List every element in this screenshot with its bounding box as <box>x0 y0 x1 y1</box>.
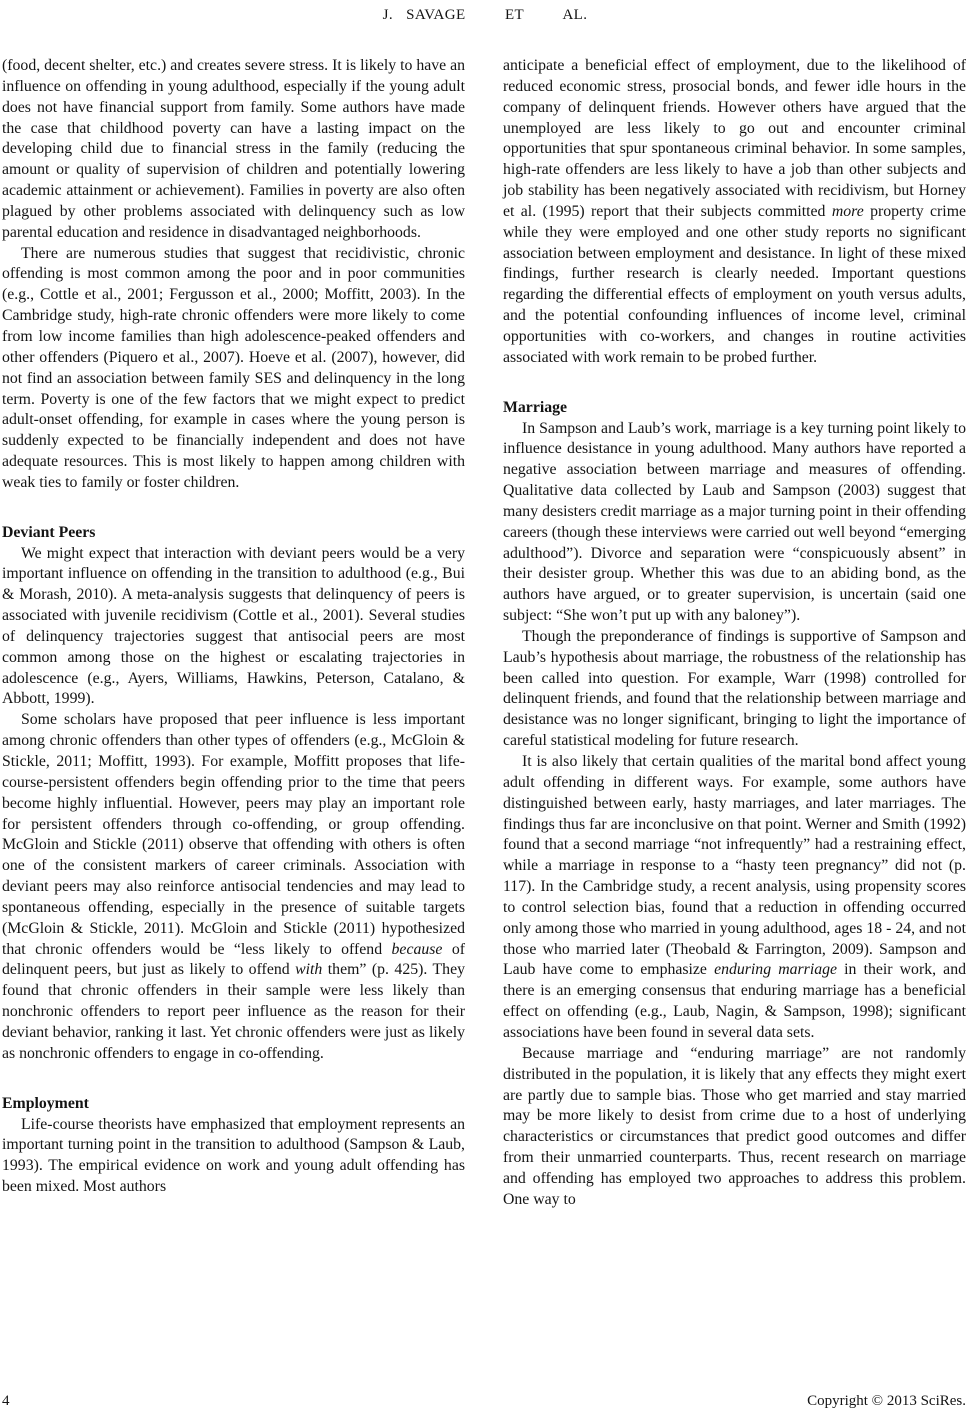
paragraph <box>503 56 966 369</box>
text-run: Though the preponderance of findings is supportive of Sampson and Laub’s hypothesis about marriage, the robustness of the relationship has been called into question. For example, Warr (1998) controlled for delinquent friends, and found that the relationship between marriage and desistance was no longer significant, bringing to light the importance of careful statistical modeling for future research. <box>503 627 966 750</box>
emphasized-text: because <box>391 940 443 958</box>
text-run: them” (p. 425). They found that chronic offenders in their sample were less likely than nonchronic offenders to report peer influence as the reason for their deviant behavior, ranking it last. Yet chronic offenders were just as likely as nonchronic offenders to engage in co-offending. <box>2 961 465 1062</box>
paragraph <box>2 1115 465 1198</box>
paragraph <box>2 710 465 1064</box>
text-run: anticipate a beneficial effect of employment, due to the likelihood of reduced economic stress, prosocial bonds, and fewer idle hours in the company of delinquent friends. However others have argued that the unemployed are less likely to go out and encounter criminal opportunities that spur spontaneous criminal behavior. In some samples, high-rate offenders are less likely to have a job than other subjects and job stability has been negatively associated with recidivism, but Horney et al. (1995) report that their subjects committed <box>503 57 966 220</box>
text-run: Life-course theorists have emphasized that employment represents an important turning point in the transition to adulthood (Sampson & Laub, 1993). The empirical evidence on work and young adult offending has been mixed. Most authors <box>2 1115 465 1196</box>
paragraph <box>2 56 465 244</box>
section-heading: Marriage <box>503 398 568 416</box>
text-run: Because marriage and “enduring marriage” are not randomly distributed in the population, it is likely that any effects they might exert are partly due to sample bias. Those who get married and stay married may be more likely to desist from crime due to a host of underlying characteristics or circumstances that predict good outcomes and differ from their unmarried counterparts. Thus, recent research on marriage and offending has employed two approaches to address this problem. One way to <box>503 1044 966 1208</box>
paragraph <box>503 1044 966 1211</box>
section-heading: Deviant Peers <box>2 523 96 541</box>
text-run: of delinquent peers, but just as likely to offend <box>2 940 466 979</box>
text-run: We might expect that interaction with deviant peers would be a very important influence on offending in the transition to adulthood (e.g., Bui & Morash, 2010). A meta-analysis suggests that delinquency of peers is associated with juvenile recidivism (Cottle et al., 2001). Several studies of delinquency trajectories suggest that antisocial peers are most common among those on the highest or escalating trajectories in adolescence (e.g., Ayers, Williams, Hawkins, Peterson, Catalano, & Abbott, 1999). <box>2 544 465 708</box>
text-run: It is also likely that certain qualities of the marital bond affect young adult offending in different ways. For example, some authors have distinguished between early, hasty marriages, and later marriages. The findings thus far are inconclusive on that point. Werner and Smith (1992) found that a second marriage “not infrequently” had a restraining effect, while a marriage in response to a “hasty teen pregnancy” did not (p. 117). In the Cambridge study, a recent analysis, using propensity scores to control selection bias, found that a reduction in offending occurred only among those who married in young adulthood, ages 18 - 24, and not those who married later (Theobald & Farrington, 2009). Sampson and Laub have come to emphasize <box>503 753 966 979</box>
two-column-body <box>2 56 967 1211</box>
page-number: 4 <box>2 1393 10 1409</box>
paragraph <box>503 627 966 752</box>
running-head: J. SAVAGE ET AL. <box>382 7 588 23</box>
paragraph <box>2 244 465 494</box>
emphasized-text: with <box>295 961 323 979</box>
emphasized-text: more <box>831 202 864 220</box>
left-column <box>2 56 465 1211</box>
text-run: In Sampson and Laub’s work, marriage is a key turning point likely to influence desistance in young adulthood. Many authors have reported a negative association between marriage and measures of offending. Qualitative data collected by Laub and Sampson (2003) suggest that many desisters credit marriage as a major turning point in their offending careers (though these interviews were carried out well beyond “emerging adulthood”). Divorce and separation were “conspicuously absent” in their desister group. Whether this was due to an abiding bond, as the authors have argued, or to greater supervision, is uncertain (said one subject: “She won’t put up with any baloney”). <box>503 419 966 625</box>
section-heading: Employment <box>2 1094 89 1112</box>
paragraph <box>2 544 465 711</box>
copyright-notice: Copyright © 2013 SciRes. <box>807 1393 966 1409</box>
text-run: Some scholars have proposed that peer influence is less important among chronic offenders than other types of offenders (e.g., McGloin & Stickle, 2011; Moffitt, 1993). For example, Moffitt proposes that life-course-persistent offenders begin offending prior to the time that peers become highly influential. However, peers may play an important role for persistent offenders through co-offending, or group offending. McGloin and Stickle (2011) observe that offending with others is often one of the consistent markers of career criminals. Association with deviant peers may also reinforce antisocial tendencies and may lead to spontaneous offending, especially in the presence of suitable targets (McGloin & Stickle, 2011). McGloin and Stickle (2011) hypothesized that chronic offenders would be “less likely to offend <box>2 711 465 958</box>
text-run: There are numerous studies that suggest that recidivistic, chronic offending is most common among the poor and in poor communities (e.g., Cottle et al., 2001; Fergusson et al., 2000; Moffitt, 2003). In the Cambridge study, high-rate chronic offenders were more likely to come from low income families than high adolescence-peaked offenders and other offenders (Piquero et al., 2007). Hoeve et al. (2007), however, did not find an association between family SES and delinquency in the long term. Poverty is one of the few factors that we might expect to predict adult-onset offending, for example in cases where the young person is suddenly expected to be financially independent and does not have adequate resources. This is most likely to happen among children with weak ties to family or foster children. <box>2 244 465 491</box>
right-column <box>503 56 966 1211</box>
paragraph <box>503 752 966 1044</box>
text-run: in their work, and there is an emerging consensus that enduring marriage has a beneficial effect on offending (e.g., Laub, Nagin, & Sampson, 1998); significant associations have been found in several data sets. <box>503 961 966 1041</box>
text-run: property crime while they were employed and one other study reports no significant association between employment and desistance. In light of these mixed findings, further research is clearly needed. Important questions regarding the differential effects of employment on youth versus adults, and the potential confounding influences of income level, criminal opportunities with co-workers, and changes in routine activities associated with work remain to be probed further. <box>503 202 966 366</box>
paragraph <box>503 419 966 627</box>
text-run: (food, decent shelter, etc.) and creates severe stress. It is likely to have an influence on offending in young adulthood, especially if the young adult does not have financial support from family. Some authors have made the case that childhood poverty can have a lasting impact on the developing child due to financial stress in the family (reducing the amount or quality of supervision of children and potentially lowering academic attainment or achievement). Families in poverty are also often plagued by other problems associated with delinquency such as low parental education and residence in disadvantaged neighborhoods. <box>2 57 465 241</box>
emphasized-text: enduring marriage <box>714 961 838 979</box>
